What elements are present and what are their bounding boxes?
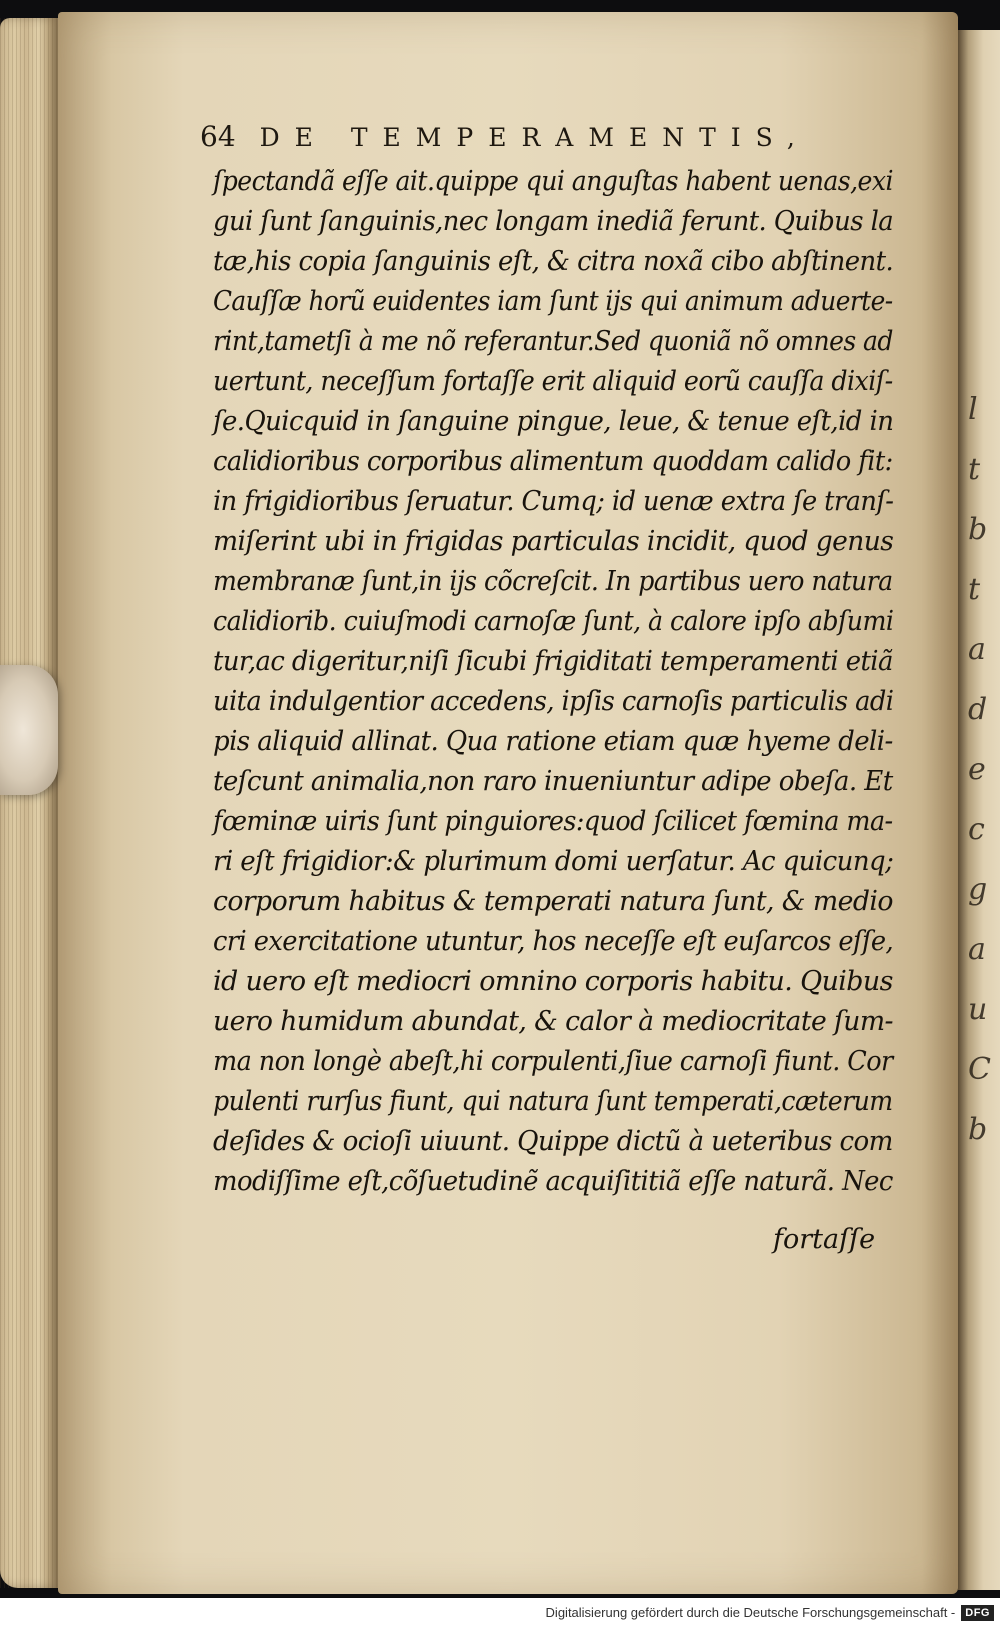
funding-credit: Digitalisierung gefördert durch die Deutsche Forschungsgemeinschaft - <box>545 1605 956 1620</box>
facing-glyph: a <box>968 632 986 667</box>
text-line: tur,ac digeritur,niſi ſicubi frigiditati temperamenti etiã <box>213 646 893 677</box>
text-line: corporum habitus & temperati natura ſunt, & medio <box>213 886 893 917</box>
facing-glyph: C <box>968 1052 991 1087</box>
facing-glyph: b <box>968 1112 988 1147</box>
page-stack-edge <box>0 18 58 1588</box>
facing-glyph: t <box>968 452 981 487</box>
running-title: DE TEMPERAMENTIS, <box>259 123 810 152</box>
text-line: ma non longè abeſt,hi corpulenti,ſiue carnoſi fiunt. Cor <box>213 1046 893 1077</box>
text-line: membranæ ſunt,in ijs cõcreſcit. In partibus uero natura <box>213 566 893 597</box>
facing-page-glyphs <box>968 380 998 1160</box>
text-line: in frigidioribus ſeruatur. Cumq; id uenæ extra ſe tranſ- <box>213 486 894 517</box>
text-line: miſerint ubi in frigidas particulas incidit, quod genus <box>213 526 894 557</box>
text-line: tæ,his copia ſanguinis eſt, & citra noxã cibo abſtinent. <box>213 246 894 277</box>
page-number: 64 <box>200 120 236 153</box>
text-line: ſe.Quicquid in ſanguine pingue, leue, & tenue eſt,id in <box>213 406 894 437</box>
text-line: ri eſt frigidior:& plurimum domi uerſatur. Ac quicunq; <box>213 846 894 877</box>
facing-glyph: a <box>968 932 986 967</box>
text-line: deſides & ocioſi uiuunt. Quippe dictũ à ueteribus com <box>213 1126 893 1157</box>
text-line: ſpectandã eſſe ait.quippe qui anguſtas habent uenas,exi <box>213 166 893 197</box>
text-line: calidioribus corporibus alimentum quoddam calido fit: <box>213 446 893 477</box>
text-line: uero humidum abundat, & calor à mediocritate ſum- <box>213 1006 893 1037</box>
text-line: calidiorib. cuiuſmodi carnoſæ ſunt, à calore ipſo abſumi <box>213 606 894 637</box>
text-line: Cauſſæ horũ euidentes iam ſunt ijs qui animum aduerte- <box>213 286 893 317</box>
text-line: modiſſime eſt,cõſuetudinẽ acquiſititiã eſſe naturã. Nec <box>213 1166 893 1197</box>
facing-glyph: u <box>968 992 988 1027</box>
text-line: id uero eſt mediocri omnino corporis habitu. Quibus <box>213 966 893 997</box>
thumb <box>0 665 58 795</box>
text-line: uita indulgentior accedens, ipſis carnoſis particulis adi <box>213 686 894 717</box>
facing-glyph: c <box>968 812 985 847</box>
facing-glyph: g <box>968 872 988 907</box>
facing-glyph: b <box>968 512 988 547</box>
facing-glyph: l <box>968 392 978 427</box>
facing-glyph: t <box>968 572 981 607</box>
footer-bar <box>0 1598 1000 1627</box>
dfg-logo: DFG <box>961 1605 994 1621</box>
text-line: uertunt, neceſſum fortaſſe erit aliquid eorũ cauſſa dixiſ- <box>213 366 893 397</box>
facing-glyph: e <box>968 752 986 787</box>
text-line: teſcunt animalia,non raro inueniuntur adipe obeſa. Et <box>213 766 893 797</box>
text-line: gui ſunt ſanguinis,nec longam inediã ferunt. Quibus la <box>213 206 894 237</box>
facing-glyph: d <box>968 692 988 727</box>
text-line: rint,tametſi à me nõ referantur.Sed quoniã nõ omnes ad <box>213 326 893 357</box>
text-line: pis aliquid allinat. Qua ratione etiam quæ hyeme deli- <box>213 726 893 757</box>
text-line: pulenti rurſus fiunt, qui natura ſunt temperati,cæterum <box>213 1086 893 1117</box>
catchword: fortaſſe <box>773 1224 876 1255</box>
body-text <box>213 162 893 1202</box>
text-line: fœminæ uiris ſunt pinguiores:quod ſcilicet fœmina ma- <box>213 806 893 837</box>
text-line: cri exercitatione utuntur, hos neceſſe eſt euſarcos eſſe, <box>213 926 894 957</box>
